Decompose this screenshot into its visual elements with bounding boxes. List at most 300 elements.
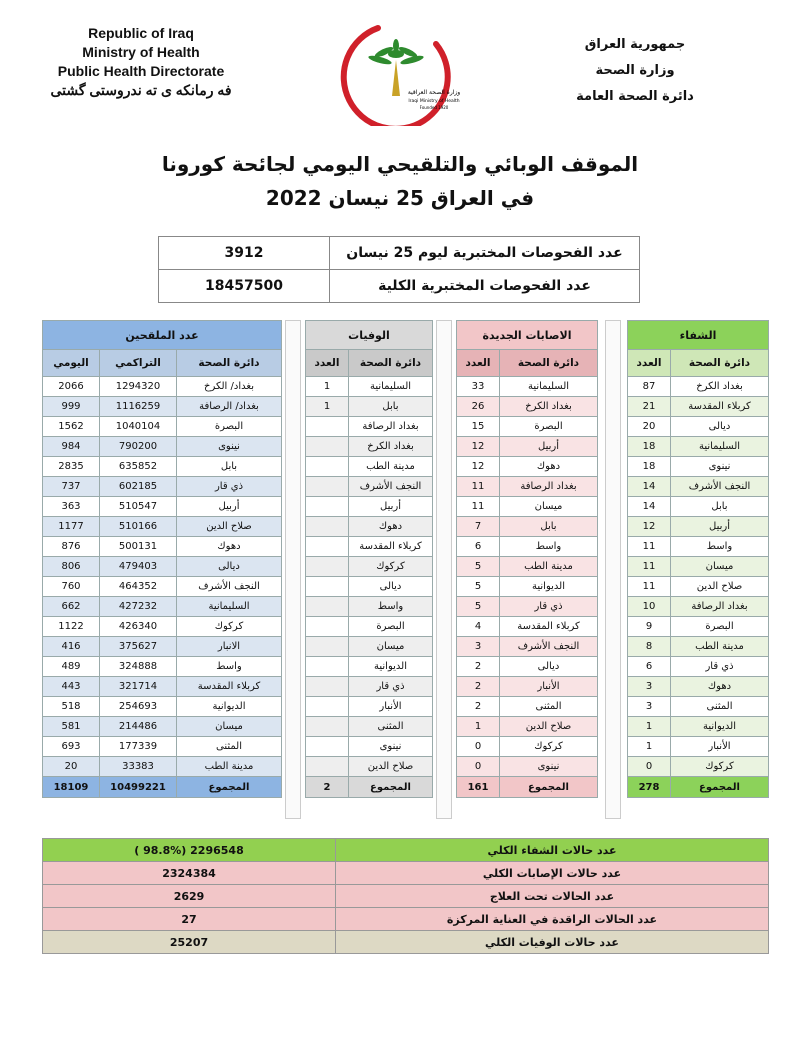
page-subtitle: في العراق 25 نيسان 2022 (265, 186, 535, 210)
vaccinated-dept-cell: البصرة (177, 417, 282, 437)
vaccinated-cumulative-cell: 254693 (100, 697, 177, 717)
recovered-title: الشفاء (628, 321, 769, 350)
vaccinated-cumulative-cell: 33383 (100, 757, 177, 777)
vaccinated-daily-cell: 489 (43, 657, 100, 677)
vaccinated-dept-cell: المثنى (177, 737, 282, 757)
infections-count-cell: 33 (457, 377, 500, 397)
table-row (306, 517, 433, 537)
infections-count-cell: 2 (457, 677, 500, 697)
deaths-dept-cell: بغداد الرصافة (349, 417, 433, 437)
recovered-col-dept: دائرة الصحة (671, 350, 769, 377)
table-row (306, 557, 433, 577)
table-row (43, 737, 282, 757)
summary-value: 2629 (43, 885, 336, 908)
table-row (457, 677, 598, 697)
infections-count-cell: 12 (457, 437, 500, 457)
deaths-dept-cell: صلاح الدين (349, 757, 433, 777)
recovered-dept-cell: نينوى (671, 457, 769, 477)
infections-count-cell: 26 (457, 397, 500, 417)
summary-row (43, 931, 769, 954)
infections-col-dept: دائرة الصحة (500, 350, 598, 377)
vaccinated-dept-cell: مدينة الطب (177, 757, 282, 777)
table-row (628, 757, 769, 777)
recovered-count-cell: 3 (628, 677, 671, 697)
recovered-count-cell: 11 (628, 557, 671, 577)
vaccinated-cumulative-cell: 510547 (100, 497, 177, 517)
recovered-dept-cell: كركوك (671, 757, 769, 777)
table-row (43, 717, 282, 737)
vaccinated-table (42, 320, 282, 798)
vaccinated-dept-cell: الانبار (177, 637, 282, 657)
deaths-dept-cell: نينوى (349, 737, 433, 757)
vaccinated-cumulative-cell: 479403 (100, 557, 177, 577)
table-row (628, 677, 769, 697)
vaccinated-cumulative-cell: 1294320 (100, 377, 177, 397)
vaccinated-daily-cell: 984 (43, 437, 100, 457)
infections-dept-cell: بابل (500, 517, 598, 537)
vaccinated-daily-cell: 760 (43, 577, 100, 597)
summary-label: عدد حالات الوفيات الكلي (336, 931, 769, 954)
vaccinated-cumulative-cell: 790200 (100, 437, 177, 457)
table-row (628, 717, 769, 737)
table-row (628, 637, 769, 657)
table-row (43, 517, 282, 537)
table-row (43, 677, 282, 697)
vaccinated-daily-cell: 20 (43, 757, 100, 777)
recovered-total-value: 278 (628, 777, 671, 798)
header-ar-line: وزارة الصحة (595, 63, 675, 78)
recovered-dept-cell: المثنى (671, 697, 769, 717)
deaths-count-cell (306, 517, 349, 537)
header-ar-line: جمهورية العراق (584, 37, 686, 52)
vaccinated-daily-cell: 581 (43, 717, 100, 737)
infections-count-cell: 11 (457, 497, 500, 517)
vaccinated-col-daily: اليومي (43, 350, 100, 377)
infections-dept-cell: مدينة الطب (500, 557, 598, 577)
tests-total-label: عدد الفحوصات المختبرية الكلية (330, 270, 640, 303)
recovered-dept-cell: الديوانية (671, 717, 769, 737)
recovered-count-cell: 9 (628, 617, 671, 637)
vaccinated-cumulative-cell: 1116259 (100, 397, 177, 417)
vaccinated-dept-cell: كربلاء المقدسة (177, 677, 282, 697)
table-row (628, 417, 769, 437)
recovered-dept-cell: ميسان (671, 557, 769, 577)
summary-row (43, 839, 769, 862)
table-row (457, 717, 598, 737)
infections-count-cell: 7 (457, 517, 500, 537)
infections-dept-cell: ذي قار (500, 597, 598, 617)
infections-dept-cell: النجف الأشرف (500, 637, 598, 657)
infections-title: الاصابات الجديدة (457, 321, 598, 350)
infections-col-count: العدد (457, 350, 500, 377)
infections-total-value: 161 (457, 777, 500, 798)
recovered-total-label: المجموع (671, 777, 769, 798)
vaccinated-dept-cell: واسط (177, 657, 282, 677)
infections-dept-cell: كربلاء المقدسة (500, 617, 598, 637)
table-row (628, 617, 769, 637)
logo-label-ar: وزارة الصحة العراقية (407, 89, 461, 96)
table-row (306, 437, 433, 457)
table-row (628, 457, 769, 477)
vaccinated-daily-cell: 999 (43, 397, 100, 417)
deaths-count-cell (306, 637, 349, 657)
page-title: الموقف الوبائي والتلقيحي اليومي لجائحة كورونا (161, 152, 639, 176)
table-row (628, 517, 769, 537)
vaccinated-dept-cell: صلاح الدين (177, 517, 282, 537)
vaccinated-cumulative-cell: 427232 (100, 597, 177, 617)
recovered-count-cell: 1 (628, 737, 671, 757)
deaths-dept-cell: الأنبار (349, 697, 433, 717)
deaths-dept-cell: ذي قار (349, 677, 433, 697)
header-kurdish-line: فه رمانكه ی ته ندروستی گشتی (50, 82, 232, 98)
header-arabic (550, 32, 720, 110)
table-row (628, 377, 769, 397)
table-row (43, 637, 282, 657)
table-row (628, 397, 769, 417)
summary-label: عدد حالات الشفاء الكلي (336, 839, 769, 862)
vaccinated-daily-cell: 737 (43, 477, 100, 497)
table-row (628, 477, 769, 497)
vaccinated-daily-cell: 443 (43, 677, 100, 697)
recovered-count-cell: 14 (628, 477, 671, 497)
table-row (457, 597, 598, 617)
table-row (628, 577, 769, 597)
tests-total-row (159, 270, 640, 303)
table-row (43, 417, 282, 437)
deaths-count-cell: 1 (306, 377, 349, 397)
table-row (628, 737, 769, 757)
table-row (43, 497, 282, 517)
table-row (43, 537, 282, 557)
vaccinated-col-dept: دائرة الصحة (177, 350, 282, 377)
vaccinated-total-cumulative: 10499221 (100, 777, 177, 798)
recovered-dept-cell: أربيل (671, 517, 769, 537)
infections-count-cell: 1 (457, 717, 500, 737)
vaccinated-daily-cell: 518 (43, 697, 100, 717)
ministry-logo-icon (330, 14, 470, 126)
vaccinated-cumulative-cell: 1040104 (100, 417, 177, 437)
vaccinated-daily-cell: 1122 (43, 617, 100, 637)
vaccinated-title: عدد الملقحين (43, 321, 282, 350)
infections-dept-cell: ميسان (500, 497, 598, 517)
table-row (457, 737, 598, 757)
table-row (457, 657, 598, 677)
recovered-dept-cell: الأنبار (671, 737, 769, 757)
infections-dept-cell: كركوك (500, 737, 598, 757)
table-row (457, 417, 598, 437)
table-row (43, 757, 282, 777)
column-separator (605, 320, 621, 819)
table-row (628, 597, 769, 617)
vaccinated-cumulative-cell: 324888 (100, 657, 177, 677)
infections-dept-cell: واسط (500, 537, 598, 557)
deaths-dept-cell: دهوك (349, 517, 433, 537)
header-english (46, 24, 236, 100)
recovered-count-cell: 12 (628, 517, 671, 537)
deaths-dept-cell: واسط (349, 597, 433, 617)
recovered-dept-cell: السليمانية (671, 437, 769, 457)
recovered-count-cell: 11 (628, 537, 671, 557)
recovered-count-cell: 14 (628, 497, 671, 517)
deaths-dept-cell: كركوك (349, 557, 433, 577)
table-row (306, 737, 433, 757)
table-row (306, 397, 433, 417)
recovered-dept-cell: بغداد الرصافة (671, 597, 769, 617)
table-row (457, 457, 598, 477)
vaccinated-dept-cell: النجف الأشرف (177, 577, 282, 597)
header-ar-line: دائرة الصحة العامة (576, 89, 694, 104)
infections-dept-cell: أربيل (500, 437, 598, 457)
deaths-dept-cell: بغداد الكرخ (349, 437, 433, 457)
summary-label: عدد حالات الإصابات الكلي (336, 862, 769, 885)
table-row (628, 537, 769, 557)
infections-count-cell: 3 (457, 637, 500, 657)
summary-row (43, 908, 769, 931)
table-row (43, 457, 282, 477)
table-row (306, 757, 433, 777)
recovered-count-cell: 1 (628, 717, 671, 737)
vaccinated-dept-cell: أربيل (177, 497, 282, 517)
vaccinated-cumulative-cell: 500131 (100, 537, 177, 557)
deaths-count-cell (306, 497, 349, 517)
summary-table (42, 838, 769, 954)
vaccinated-cumulative-cell: 464352 (100, 577, 177, 597)
vaccinated-total-daily: 18109 (43, 777, 100, 798)
table-row (457, 497, 598, 517)
deaths-count-cell (306, 697, 349, 717)
vaccinated-cumulative-cell: 635852 (100, 457, 177, 477)
infections-count-cell: 5 (457, 557, 500, 577)
vaccinated-col-cumulative: التراكمي (100, 350, 177, 377)
table-row (457, 557, 598, 577)
infections-dept-cell: بغداد الرصافة (500, 477, 598, 497)
deaths-dept-cell: الديوانية (349, 657, 433, 677)
table-row (306, 657, 433, 677)
vaccinated-daily-cell: 2835 (43, 457, 100, 477)
summary-value: 25207 (43, 931, 336, 954)
summary-value: ( 98.8%) 2296548 (43, 839, 336, 862)
vaccinated-daily-cell: 2066 (43, 377, 100, 397)
summary-label: عدد الحالات تحت العلاج (336, 885, 769, 908)
deaths-count-cell (306, 577, 349, 597)
vaccinated-dept-cell: الديوانية (177, 697, 282, 717)
deaths-count-cell (306, 457, 349, 477)
infections-dept-cell: السليمانية (500, 377, 598, 397)
infections-dept-cell: الديوانية (500, 577, 598, 597)
table-row (457, 397, 598, 417)
deaths-dept-cell: النجف الأشرف (349, 477, 433, 497)
infections-count-cell: 11 (457, 477, 500, 497)
infections-dept-cell: دهوك (500, 457, 598, 477)
header-en-line: Ministry of Health (82, 44, 200, 60)
recovered-dept-cell: مدينة الطب (671, 637, 769, 657)
recovered-dept-cell: واسط (671, 537, 769, 557)
deaths-count-cell (306, 437, 349, 457)
deaths-count-cell (306, 657, 349, 677)
summary-row (43, 885, 769, 908)
table-row (457, 697, 598, 717)
tests-table (158, 236, 640, 303)
infections-dept-cell: ديالى (500, 657, 598, 677)
column-separator (436, 320, 452, 819)
deaths-dept-cell: المثنى (349, 717, 433, 737)
deaths-count-cell (306, 597, 349, 617)
vaccinated-cumulative-cell: 510166 (100, 517, 177, 537)
vaccinated-daily-cell: 693 (43, 737, 100, 757)
infections-count-cell: 15 (457, 417, 500, 437)
infections-dept-cell: صلاح الدين (500, 717, 598, 737)
vaccinated-dept-cell: بغداد/ الرصافة (177, 397, 282, 417)
deaths-dept-cell: كربلاء المقدسة (349, 537, 433, 557)
deaths-dept-cell: البصرة (349, 617, 433, 637)
infections-count-cell: 12 (457, 457, 500, 477)
table-row (43, 617, 282, 637)
table-row (43, 597, 282, 617)
table-row (43, 697, 282, 717)
table-row (457, 477, 598, 497)
table-row (457, 517, 598, 537)
deaths-title: الوفيات (306, 321, 433, 350)
deaths-count-cell: 1 (306, 397, 349, 417)
deaths-dept-cell: أربيل (349, 497, 433, 517)
table-row (306, 417, 433, 437)
vaccinated-cumulative-cell: 602185 (100, 477, 177, 497)
deaths-count-cell (306, 677, 349, 697)
tests-daily-value: 3912 (159, 237, 330, 270)
table-row (306, 717, 433, 737)
vaccinated-daily-cell: 363 (43, 497, 100, 517)
table-row (43, 477, 282, 497)
vaccinated-daily-cell: 662 (43, 597, 100, 617)
table-row (306, 677, 433, 697)
table-row (43, 377, 282, 397)
recovered-count-cell: 8 (628, 637, 671, 657)
tests-daily-label: عدد الفحوصات المختبرية ليوم 25 نيسان (330, 237, 640, 270)
recovered-dept-cell: بغداد الكرخ (671, 377, 769, 397)
recovered-count-cell: 20 (628, 417, 671, 437)
table-row (306, 537, 433, 557)
deaths-dept-cell: ديالى (349, 577, 433, 597)
vaccinated-dept-cell: السليمانية (177, 597, 282, 617)
vaccinated-total-label: المجموع (177, 777, 282, 798)
deaths-table (305, 320, 433, 798)
deaths-count-cell (306, 717, 349, 737)
table-row (43, 577, 282, 597)
table-row (306, 477, 433, 497)
recovered-count-cell: 0 (628, 757, 671, 777)
deaths-count-cell (306, 737, 349, 757)
summary-row (43, 862, 769, 885)
vaccinated-cumulative-cell: 426340 (100, 617, 177, 637)
table-row (306, 597, 433, 617)
deaths-total-value: 2 (306, 777, 349, 798)
column-separator (285, 320, 301, 819)
vaccinated-cumulative-cell: 177339 (100, 737, 177, 757)
table-row (306, 457, 433, 477)
recovered-dept-cell: البصرة (671, 617, 769, 637)
summary-value: 2324384 (43, 862, 336, 885)
table-row (628, 557, 769, 577)
table-row (457, 757, 598, 777)
recovered-count-cell: 18 (628, 457, 671, 477)
logo-label-en: Iraqi Ministry of Health (408, 99, 460, 104)
table-row (457, 637, 598, 657)
recovered-dept-cell: صلاح الدين (671, 577, 769, 597)
vaccinated-dept-cell: ديالى (177, 557, 282, 577)
vaccinated-dept-cell: بابل (177, 457, 282, 477)
infections-count-cell: 5 (457, 597, 500, 617)
infections-count-cell: 0 (457, 757, 500, 777)
deaths-count-cell (306, 617, 349, 637)
infections-count-cell: 0 (457, 737, 500, 757)
vaccinated-dept-cell: دهوك (177, 537, 282, 557)
table-row (306, 697, 433, 717)
recovered-count-cell: 11 (628, 577, 671, 597)
tests-total-value: 18457500 (159, 270, 330, 303)
recovered-dept-cell: النجف الأشرف (671, 477, 769, 497)
header-en-line: Republic of Iraq (88, 25, 194, 41)
table-row (43, 557, 282, 577)
recovered-dept-cell: دهوك (671, 677, 769, 697)
table-row (457, 537, 598, 557)
infections-dept-cell: البصرة (500, 417, 598, 437)
vaccinated-dept-cell: ميسان (177, 717, 282, 737)
deaths-col-count: العدد (306, 350, 349, 377)
infections-dept-cell: المثنى (500, 697, 598, 717)
recovered-count-cell: 10 (628, 597, 671, 617)
infections-count-cell: 4 (457, 617, 500, 637)
deaths-dept-cell: بابل (349, 397, 433, 417)
deaths-count-cell (306, 417, 349, 437)
deaths-col-dept: دائرة الصحة (349, 350, 433, 377)
header-en-line: Public Health Directorate (57, 63, 225, 79)
vaccinated-daily-cell: 876 (43, 537, 100, 557)
table-row (628, 657, 769, 677)
recovered-col-count: العدد (628, 350, 671, 377)
vaccinated-dept-cell: كركوك (177, 617, 282, 637)
vaccinated-cumulative-cell: 321714 (100, 677, 177, 697)
vaccinated-daily-cell: 416 (43, 637, 100, 657)
table-row (628, 497, 769, 517)
recovered-count-cell: 18 (628, 437, 671, 457)
deaths-count-cell (306, 477, 349, 497)
table-row (306, 497, 433, 517)
deaths-count-cell (306, 537, 349, 557)
table-row (306, 617, 433, 637)
infections-count-cell: 6 (457, 537, 500, 557)
infections-count-cell: 2 (457, 697, 500, 717)
table-row (457, 377, 598, 397)
vaccinated-dept-cell: ذي قار (177, 477, 282, 497)
vaccinated-cumulative-cell: 375627 (100, 637, 177, 657)
vaccinated-cumulative-cell: 214486 (100, 717, 177, 737)
vaccinated-daily-cell: 1177 (43, 517, 100, 537)
recovered-count-cell: 87 (628, 377, 671, 397)
infections-count-cell: 5 (457, 577, 500, 597)
infections-count-cell: 2 (457, 657, 500, 677)
recovered-dept-cell: ديالى (671, 417, 769, 437)
table-row (43, 657, 282, 677)
table-row (306, 377, 433, 397)
summary-value: 27 (43, 908, 336, 931)
deaths-total-label: المجموع (349, 777, 433, 798)
recovered-dept-cell: كربلاء المقدسة (671, 397, 769, 417)
table-row (457, 577, 598, 597)
deaths-dept-cell: مدينة الطب (349, 457, 433, 477)
recovered-dept-cell: ذي قار (671, 657, 769, 677)
table-row (628, 697, 769, 717)
vaccinated-dept-cell: بغداد/ الكرخ (177, 377, 282, 397)
